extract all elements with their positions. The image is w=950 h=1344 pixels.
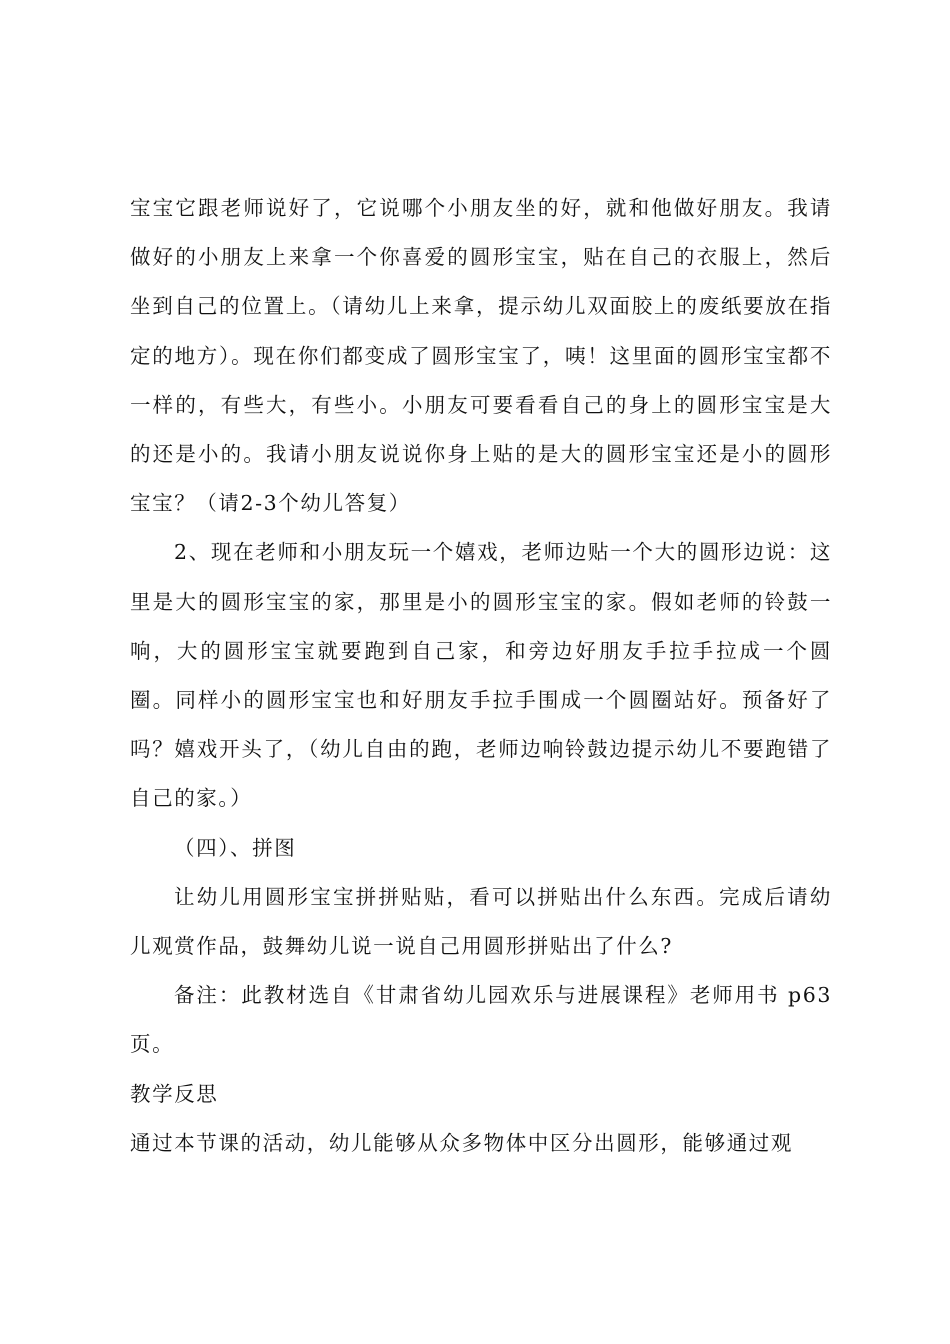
- section-heading-puzzle: （四）、拼图: [174, 835, 297, 860]
- paragraph-circle-babies: 宝宝它跟老师说好了，它说哪个小朋友坐的好，就和他做好朋友。我请做好的小朋友上来拿一个你喜爱的圆形宝宝，贴在自己的衣服上，然后坐到自己的位置上。（请幼儿上来拿，提示幼儿双面胶上的废纸要放在指定的地方）。现在你们都变成了圆形宝宝了，咦！这里面的圆形宝宝都不一样的，有些大，有些小。小朋友可要看看自己的身上的圆形宝宝是大的还是小的。我请小朋友说说你身上贴的是大的圆形宝宝还是小的圆形宝宝？（请2-3个幼儿答复）: [130, 196, 832, 516]
- paragraph-puzzle-activity: 让幼儿用圆形宝宝拼拼贴贴，看可以拼贴出什么东西。完成后请幼儿观赏作品，鼓舞幼儿说一说自己用圆形拼贴出了什么?: [130, 884, 832, 959]
- paragraph-game-step-2: 2、现在老师和小朋友玩一个嬉戏，老师边贴一个大的圆形边说：这里是大的圆形宝宝的家，那里是小的圆形宝宝的家。假如老师的铃鼓一响，大的圆形宝宝就要跑到自己家，和旁边好朋友手拉手拉成一个圆圈。同样小的圆形宝宝也和好朋友手拉手围成一个圆圈站好。预备好了吗？嬉戏开头了，（幼儿自由的跑，老师边响铃鼓边提示幼儿不要跑错了自己的家。）: [130, 540, 832, 811]
- document-body: [130, 184, 832, 1168]
- paragraph-note-source: 备注：此教材选自《甘肃省幼儿园欢乐与进展课程》老师用书 p63页。: [130, 983, 832, 1057]
- heading-teaching-reflection: 教学反思: [130, 1081, 219, 1106]
- paragraph-reflection-start: 通过本节课的活动，幼儿能够从众多物体中区分出圆形，能够通过观: [130, 1130, 793, 1155]
